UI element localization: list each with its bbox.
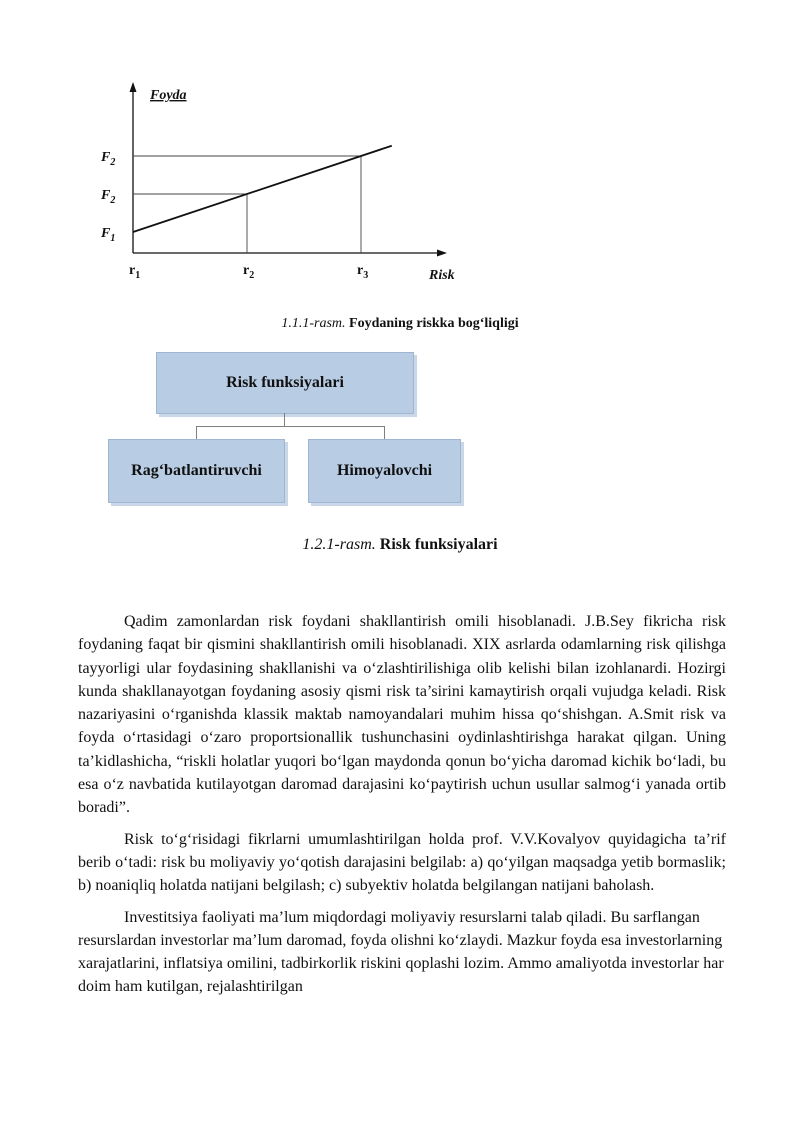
root-node-risk-functions [156, 352, 414, 414]
x-axis-arrow [437, 250, 447, 257]
connector-left [196, 426, 197, 439]
node-incentive [108, 439, 285, 503]
connector-bar [196, 426, 385, 427]
figure1-caption [0, 316, 800, 332]
y-tick-label: $F_2$ [101, 150, 116, 168]
y-tick-label: $F_1$ [101, 226, 116, 244]
y-tick-label: $F_2$ [101, 188, 116, 206]
x-tick-label: $r_2$ [243, 263, 255, 281]
x-tick-label: $r_1$ [129, 263, 141, 281]
figure2-caption-number: 1.2.1-rasm. [302, 536, 376, 553]
figure2-caption [0, 536, 800, 554]
root-node-label: Risk funksiyalari [226, 374, 344, 391]
x-tick-label: $r_3$ [357, 263, 369, 281]
series-line [133, 146, 392, 232]
paragraph-1: Qadim zamonlardan risk foydani shakllantirish omili hisoblanadi. J.B.Sey fikricha risk foydaning faqat bir qismini shakllantirish omili hisoblanadi. XIX asrlarda odamlarning risk qilishga tayyorligi ular foydasining shakllanishi va o‘zlashtirilishiga olib kelishi bilan izohlanardi. Hozirgi kunda shakllanayotgan foydaning asosiy qismi risk ta’sirini kamaytirish orqali vujudga keladi. Risk nazariyasini o‘rganishda klassik maktab namoyandalari muhim hissa qo‘shishgan. A.Smit risk va foyda o‘rtasidagi o‘zaro proportsionallik tushunchasini oydinlashtirishga harakat qilgan. Uning ta’kidlashicha, “riskli holatlar yuqori bo‘lgan maydonda qonun bo‘yicha daromad kichik bo‘ladi, bu esa o‘z navbatida kutilayotgan daromad darajasini ko‘paytirish uchun usullar salmog‘i yanada ortib boradi”. [78, 613, 726, 817]
chart-axes [130, 82, 448, 257]
node-incentive-label: Rag‘batlantiruvchi [131, 462, 262, 479]
connector-right [384, 426, 385, 439]
figure2-caption-title: Risk funksiyalari [379, 536, 498, 553]
y-axis-label: Foyda [150, 88, 187, 103]
profit-risk-chart [95, 78, 480, 293]
body-text [78, 610, 726, 1007]
figure1-caption-title: Foydaning riskka bog‘liqligi [349, 316, 519, 331]
x-axis-label: Risk [429, 268, 455, 283]
paragraph-3: Investitsiya faoliyati ma’lum miqdordagi moliyaviy resurslarni talab qiladi. Bu sarflangan resurslardan investorlar ma’lum daromad, foyda olishni ko‘zlaydi. Mazkur foyda esa investorlarning xarajatlarini, inflatsiya omilini, tadbirkorlik riskini qoplashi lozim. Ammo amaliyotda investorlar har doim ham kutilgan, rejalashtirilgan [78, 908, 724, 996]
figure1-caption-number: 1.1.1-rasm. [281, 316, 346, 331]
connector-stem [284, 413, 285, 426]
y-axis-arrow [130, 82, 137, 92]
paragraph-2: Risk to‘g‘risidagi fikrlarni umumlashtirilgan holda prof. V.V.Kovalyov quyidagicha ta’rif berib o‘tadi: risk bu moliyaviy yo‘qotish darajasini belgilab: a) qo‘yilgan maqsadga yetib bormaslik; b) noaniqliq holatda natijani belgilash; c) subyektiv holatda belgilangan natijani baholash. [78, 830, 726, 895]
node-protective-label: Himoyalovchi [336, 462, 433, 479]
node-protective [308, 439, 461, 503]
